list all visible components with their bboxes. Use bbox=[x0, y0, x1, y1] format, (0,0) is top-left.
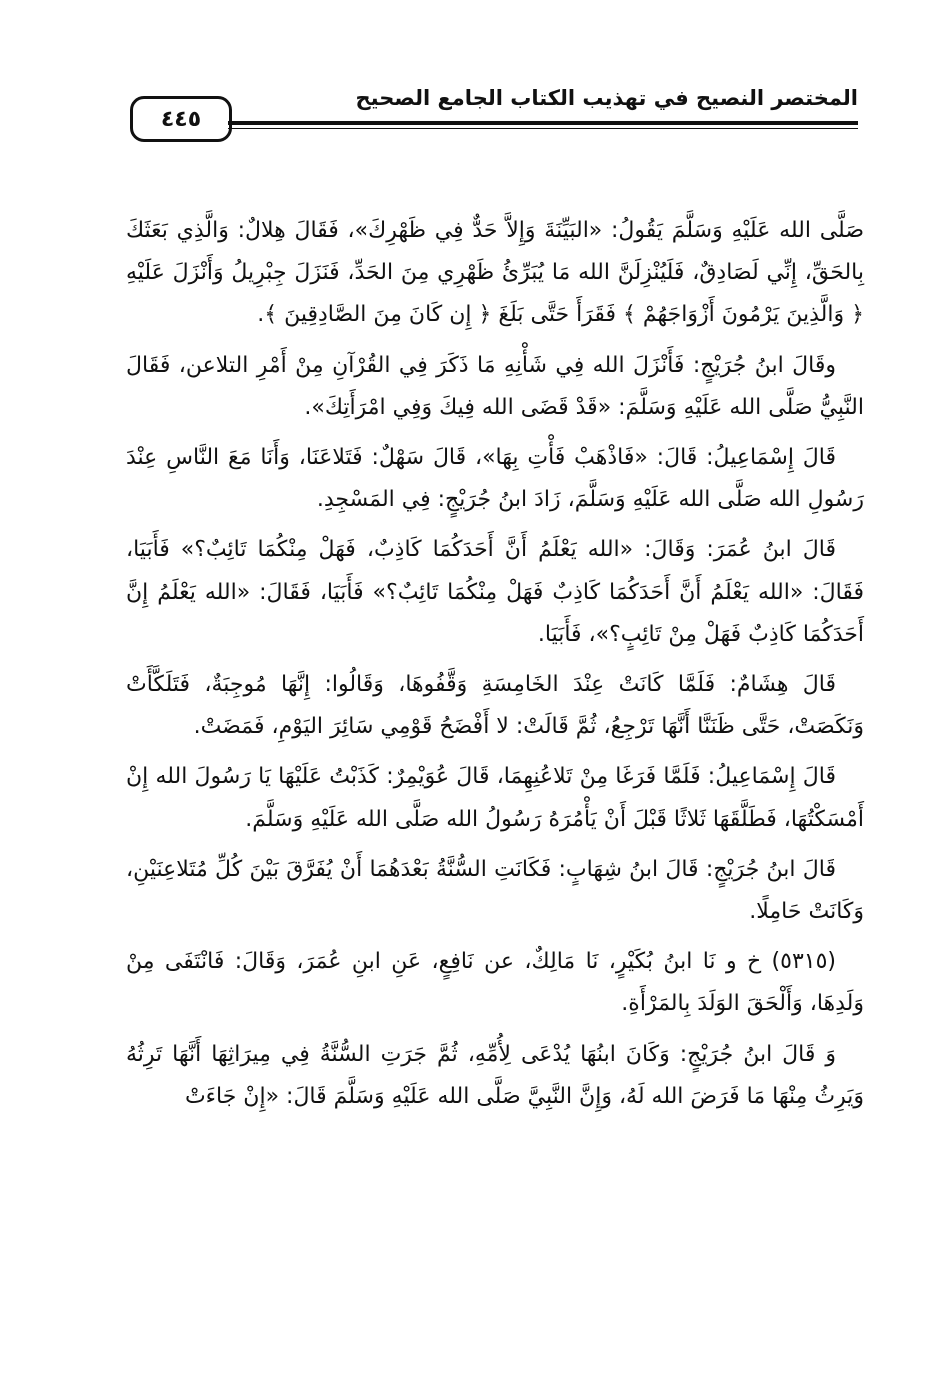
running-title: المختصر النصيح في تهذيب الكتاب الجامع الصحيح bbox=[355, 86, 858, 110]
header-rule bbox=[228, 121, 858, 125]
paragraph: وقَالَ ابنُ جُرَيْجٍ: فَأَنْزَلَ الله فِي شَأْنِهِ مَا ذَكَرَ فِي القُرْآنِ مِنْ أَمْرِ التلاعن، فَقَالَ النَّبِيُّ صَلَّى الله عَلَيْهِ وَسَلَّمَ: «قَدْ قَضَى الله فِيكَ وَفِي امْرَأَتِكَ». bbox=[126, 352, 864, 420]
paragraph: قَالَ هِشَامٌ: فَلَمَّا كَانَتْ عِنْدَ الخَامِسَةِ وَقَّفُوهَا، وَقَالُوا: إِنَّهَا مُوجِبَةٌ، فَتَلَكَّأَتْ وَنَكَصَتْ، حَتَّى ظَنَنَّا أَنَّهَا تَرْجِعُ، ثُمَّ قَالَتْ: لا أَفْضَحُ قَوْمِي سَائِرَ اليَوْمِ، فَمَضَتْ. bbox=[126, 672, 864, 740]
page-header bbox=[130, 78, 858, 148]
paragraph: قَالَ ابنُ عُمَرَ: وَقَالَ: «الله يَعْلَمُ أَنَّ أَحَدَكُمَا كَاذِبٌ، فَهَلْ مِنْكُمَا تَائِبٌ؟» فَأَبَيَا، فَقَالَ: «الله يَعْلَمُ أَنَّ أَحَدَكُمَا كَاذِبٌ فَهَلْ مِنْكُمَا تَائِبٌ؟» فَأَبَيَا، فَقَالَ: «الله يَعْلَمُ إِنَّ أَحَدَكُمَا كَاذِبٌ فَهَلْ مِنْ تَائِبٍ؟»، فَأَبَيَا. bbox=[126, 537, 864, 647]
paragraph: (٥٣١٥) خ و نَا ابنُ بُكَيْرٍ، نَا مَالِكٌ، عن نَافِعٍ، عَنِ ابنِ عُمَرَ، وَقَالَ: فَانْتَفَى مِنْ وَلَدِهَا، وَأَلْحَقَ الوَلَدَ بِالمَرْأَةِ. bbox=[126, 949, 864, 1017]
page-number: ٤٤٥ bbox=[130, 96, 232, 142]
paragraph: قَالَ إِسْمَاعِيلُ: قَالَ: «فَاذْهَبْ فَأْتِ بِهَا»، قَالَ سَهْلٌ: فَتَلاعَنَا، وَأَنَا مَعَ النَّاسِ عِنْدَ رَسُولِ الله صَلَّى الله عَلَيْهِ وَسَلَّمَ، زَادَ ابنُ جُرَيْجٍ: فِي المَسْجِدِ. bbox=[126, 445, 864, 513]
paragraph: وَ قَالَ ابنُ جُرَيْجٍ: وَكَانَ ابنُهَا يُدْعَى لِأُمِّهِ، ثُمَّ جَرَتِ السُّنَّةُ فِي مِيرَاثِهَا أَنَّهَا تَرِثُهُ وَيَرِثُ مِنْهَا مَا فَرَضَ الله لَهُ، وَإِنَّ النَّبِيَّ صَلَّى الله عَلَيْهِ وَسَلَّمَ قَالَ: «إِنْ جَاءَتْ bbox=[126, 1041, 864, 1109]
paragraph: صَلَّى الله عَلَيْهِ وَسَلَّمَ يَقُولُ: «البَيِّنَةَ وَإِلاَّ حَدٌّ فِي ظَهْرِكَ»، فَقَالَ هِلالٌ: وَالَّذِي بَعَثَكَ بِالحَقِّ، إِنِّي لَصَادِقٌ، فَلَيُنْزِلَنَّ الله مَا يُبَرِّئُ ظَهْرِي مِنَ الحَدِّ، فَنَزَلَ جِبْرِيلُ وَأَنْزَلَ عَلَيْهِ ﴿ وَالَّذِينَ يَرْمُونَ أَزْوَاجَهُمْ ﴾ فَقَرَأَ حَتَّى بَلَغَ ﴿ إِن كَانَ مِنَ الصَّادِقِينَ ﴾. bbox=[126, 218, 864, 328]
paragraph: قَالَ ابنُ جُرَيْجٍ: قَالَ ابنُ شِهَابٍ: فَكَانَتِ السُّنَّةُ بَعْدَهُمَا أَنْ يُفَرَّقَ بَيْنَ كُلِّ مُتَلاعِنَيْنِ، وَكَانَتْ حَامِلًا. bbox=[126, 856, 864, 925]
header-rule-thin bbox=[228, 128, 858, 129]
paragraph: قَالَ إِسْمَاعِيلُ: فَلَمَّا فَرَغَا مِنْ تَلاعُنِهِمَا، قَالَ عُوَيْمِرٌ: كَذَبْتُ عَلَيْهَا يَا رَسُولَ الله إِنْ أَمْسَكْتُهَا، فَطَلَّقَهَا ثَلاثًا قَبْلَ أَنْ يَأْمُرَهُ رَسُولُ الله صَلَّى الله عَلَيْهِ وَسَلَّمَ. bbox=[126, 764, 864, 832]
text-body bbox=[126, 210, 864, 1126]
